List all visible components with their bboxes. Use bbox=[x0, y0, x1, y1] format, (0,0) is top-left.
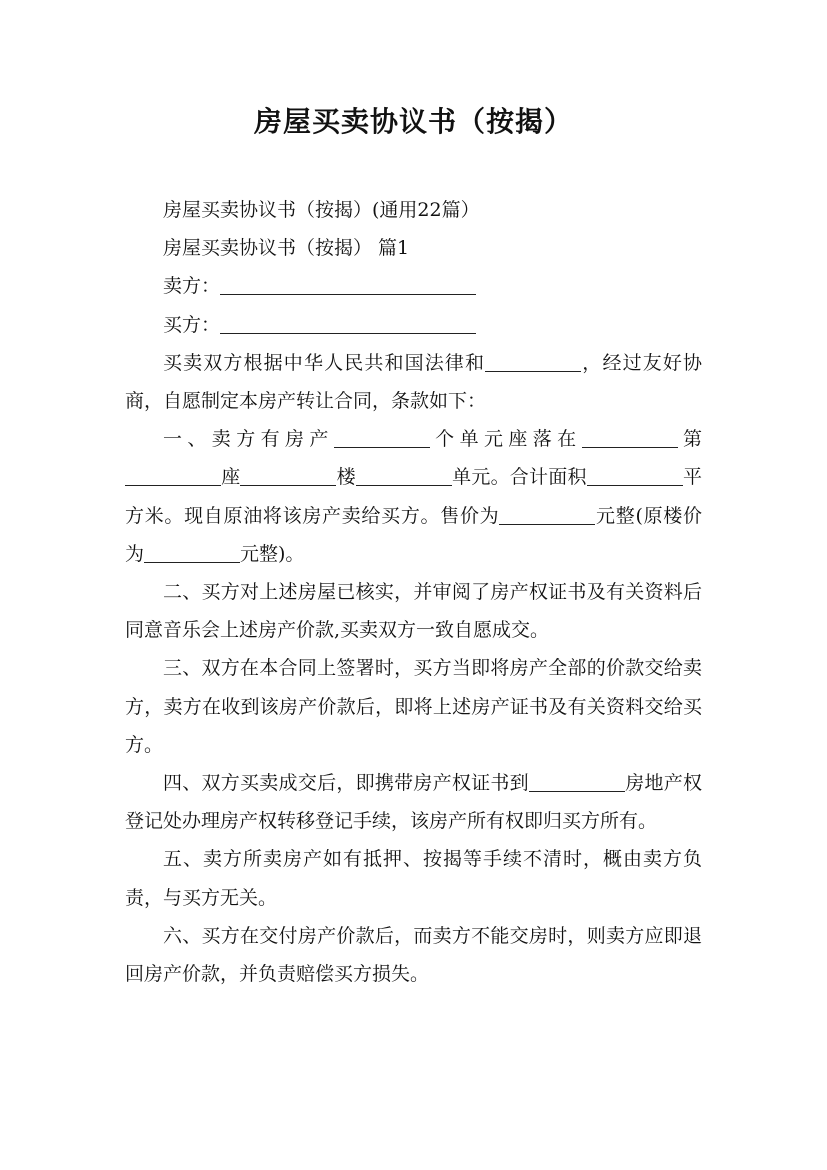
clause-5: 五、卖方所卖房产如有抵押、按揭等手续不清时，概由卖方负责，与买方无关。 bbox=[125, 848, 702, 909]
intro-text-1: 买卖双方根据中华人民共和国法律和 bbox=[163, 351, 486, 374]
law-blank bbox=[485, 352, 581, 372]
building-blank bbox=[125, 466, 221, 486]
unit-blank bbox=[356, 466, 452, 486]
clause1-text-3: 第 bbox=[677, 428, 702, 451]
clause-2: 二、买方对上述房屋已核实，并审阅了房产权证书及有关资料后同意音乐会上述房产价款,买卖双方一致自愿成交。 bbox=[125, 581, 702, 642]
clause-6: 六、买方在交付房产价款后，而卖方不能交房时，则卖方应即退回房产价款，并负责赔偿买方损失。 bbox=[125, 924, 702, 986]
area-blank bbox=[587, 466, 683, 486]
buyer-blank bbox=[220, 314, 476, 334]
clause1-text-2: 个单元座落在 bbox=[429, 428, 582, 451]
document-body bbox=[125, 191, 702, 993]
clause1-text-1: 一、卖方有房产 bbox=[163, 428, 334, 451]
intro-text-2: ，经过友好协商，自愿制定本房产转让合同，条款如下： bbox=[125, 351, 702, 413]
clause4-text-1: 四、双方买卖成交后，即携带房产权证书到 bbox=[163, 772, 529, 795]
property-count-blank bbox=[334, 428, 430, 448]
buyer-label: 买方： bbox=[163, 313, 221, 336]
original-price-blank bbox=[144, 543, 240, 563]
clause1-text-9: 元整)。 bbox=[240, 542, 305, 565]
document-title: 房屋买卖协议书（按揭） bbox=[253, 105, 573, 138]
clause4-text-2: 房地产权登记处办理房产权转移登记手续，该房产所有权即归买方所有。 bbox=[125, 772, 702, 833]
section-heading: 房屋买卖协议书（按揭） 篇1 bbox=[163, 237, 410, 260]
seller-blank bbox=[220, 275, 476, 295]
clause1-text-7: 平方米。现自原油将该房产卖给买方。售价为 bbox=[125, 466, 702, 527]
price-blank bbox=[499, 505, 595, 525]
clause1-text-5: 楼 bbox=[336, 466, 356, 489]
clause1-text-6: 单元。合计面积 bbox=[451, 466, 587, 489]
registration-office-blank bbox=[529, 772, 625, 792]
buyer-line bbox=[125, 306, 702, 344]
floor-blank bbox=[240, 466, 336, 486]
clause-3: 三、双方在本合同上签署时，买方当即将房产全部的价款交给卖方，卖方在收到该房产价款后，即将上述房产证书及有关资料交给买方。 bbox=[125, 657, 702, 756]
document-subtitle: 房屋买卖协议书（按揭）(通用22篇） bbox=[163, 199, 480, 221]
seller-line bbox=[125, 267, 702, 305]
clause-1 bbox=[125, 420, 702, 573]
clause1-text-8: 元整(原楼价为 bbox=[125, 504, 702, 565]
intro-paragraph bbox=[125, 344, 702, 420]
location-blank bbox=[582, 428, 678, 448]
seller-label: 卖方： bbox=[163, 275, 221, 298]
clause1-text-4: 座 bbox=[221, 466, 241, 489]
clause-4 bbox=[125, 764, 702, 840]
